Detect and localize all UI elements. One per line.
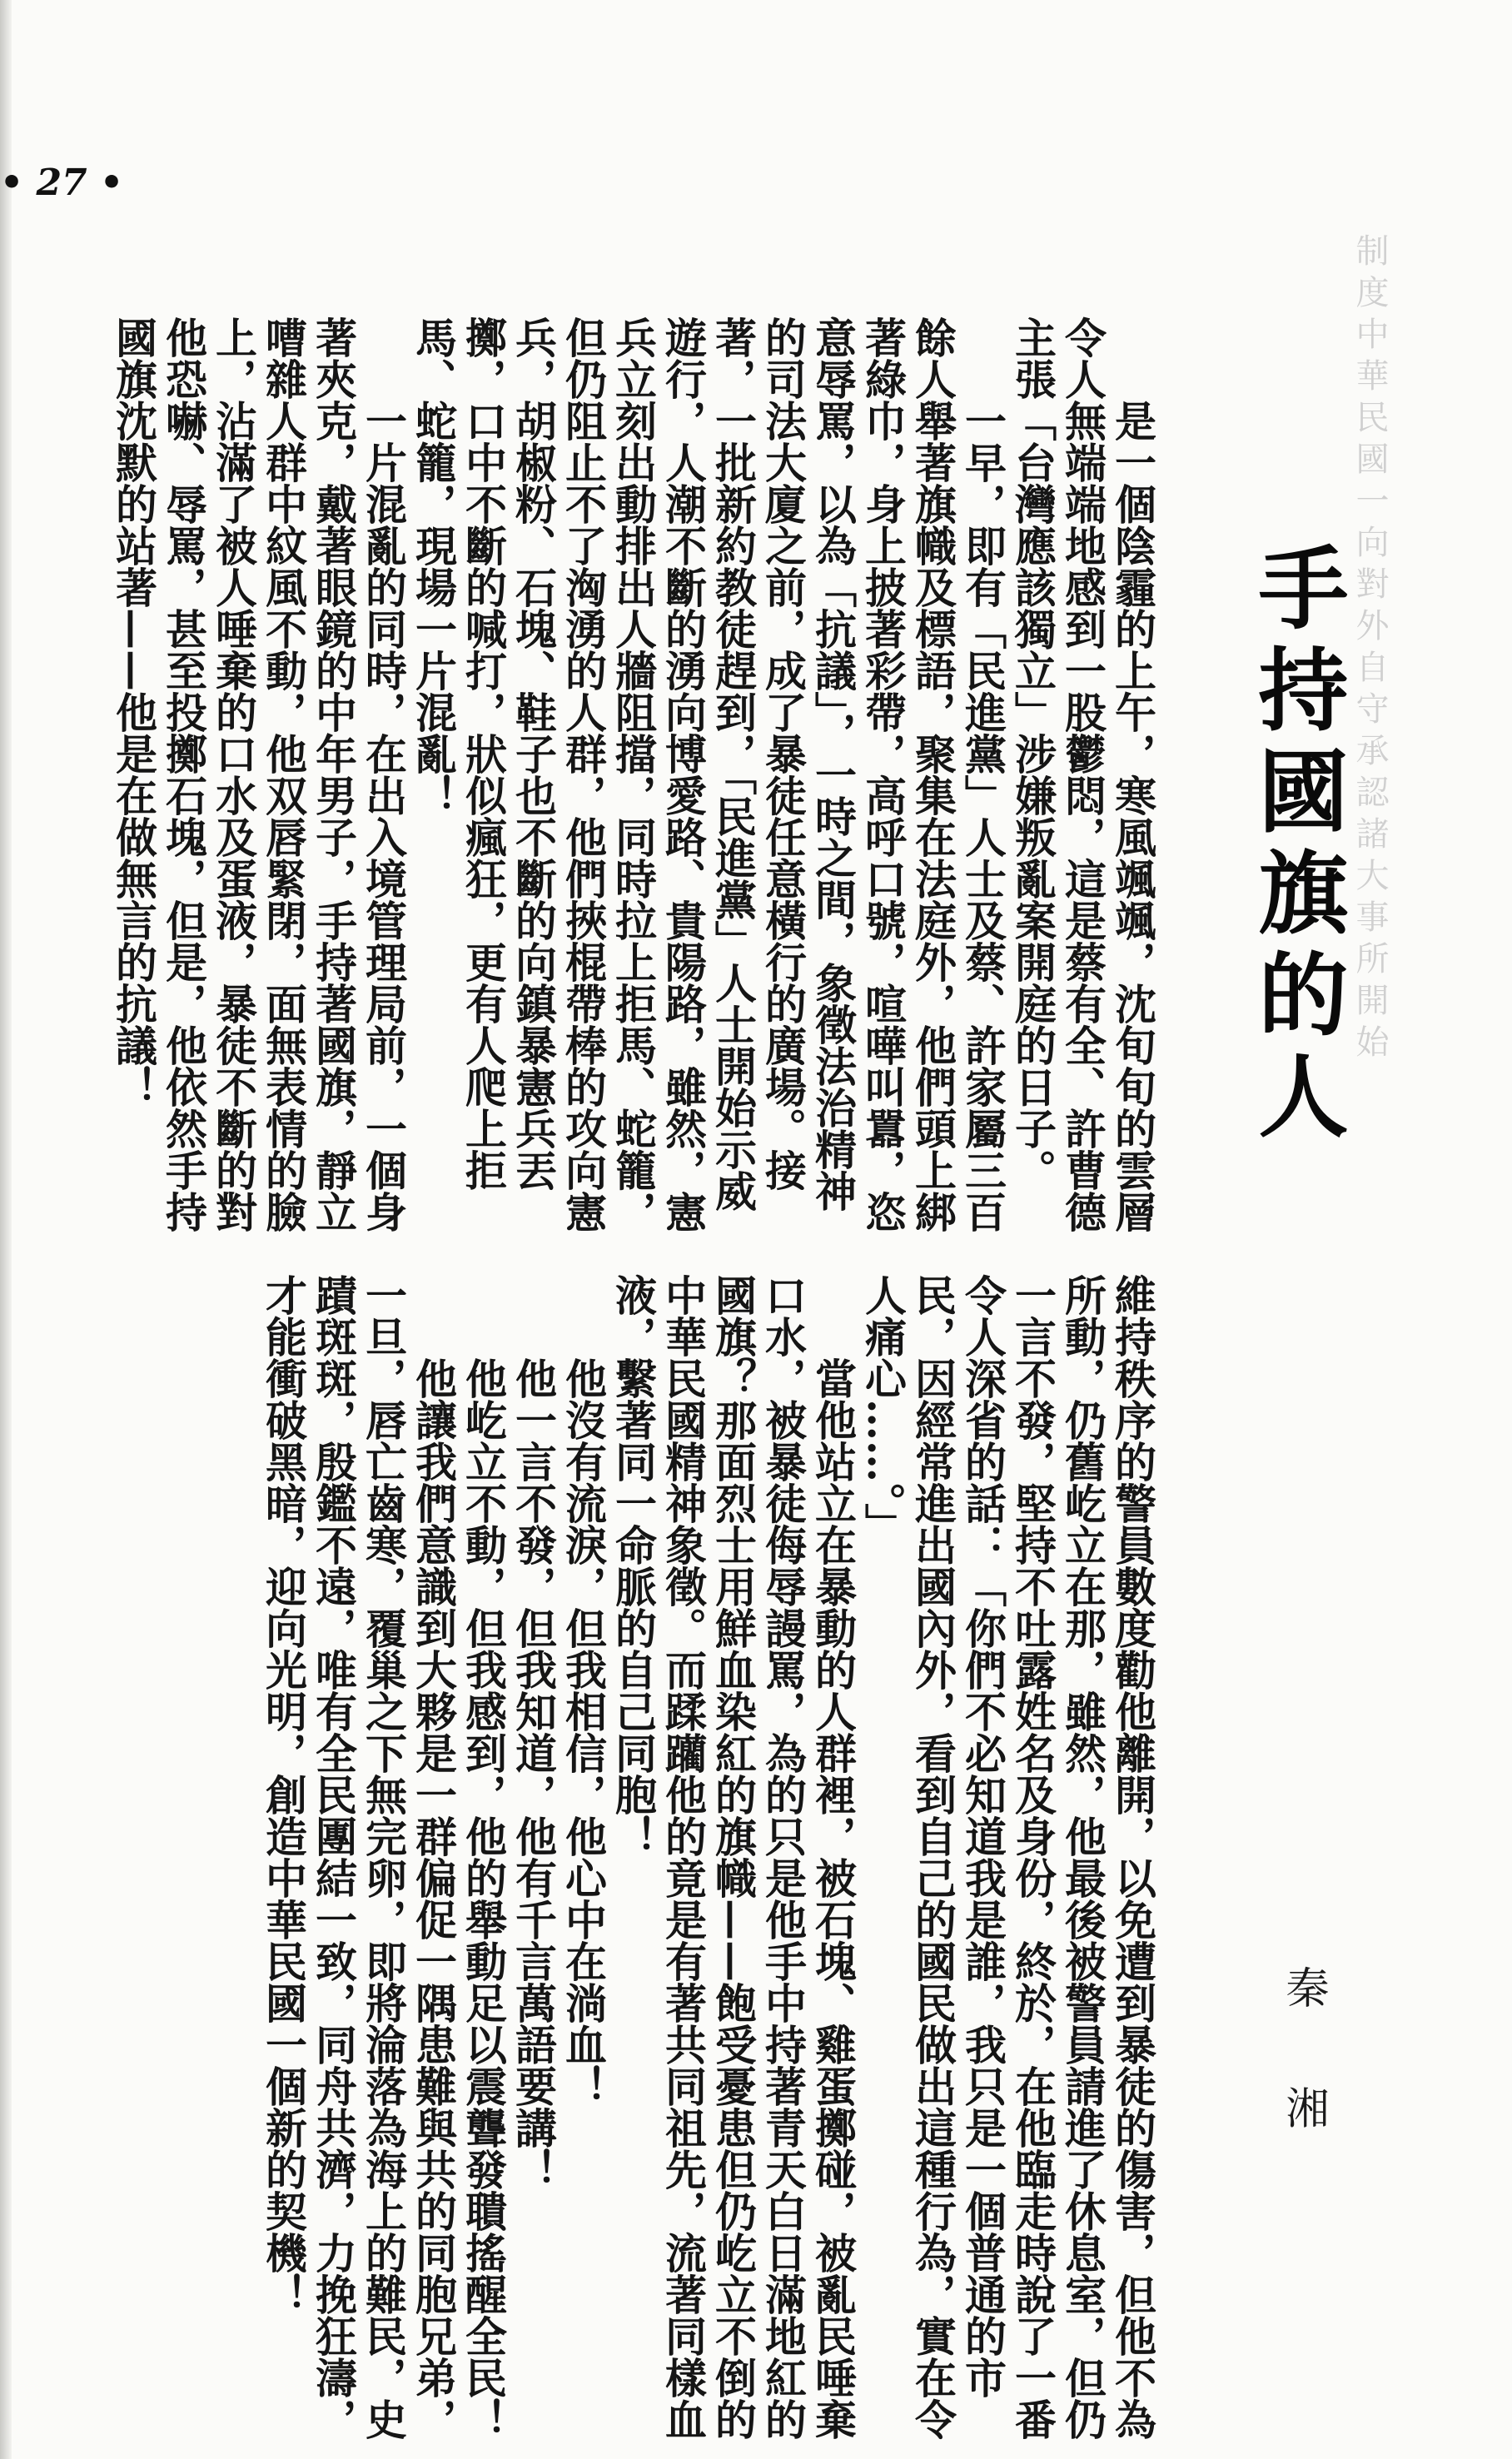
paragraph: 當他站立在暴動的人群裡，被石塊、雞蛋擲碰，被亂民唾棄口水，被暴徒侮辱謾罵，為的只是他手中持著青天白日滿地紅的國旗？那面烈士用鮮血染紅的旗幟——飽受憂患但仍屹立不倒的中華民國精神象徵。而蹂躪他的竟是有著共同祖先，流著同樣血液，繫著同一命脈的自己同胞！: [609, 1274, 858, 2440]
paragraph: 他一言不發，但我知道，他有千言萬語要講！: [509, 1357, 558, 2190]
article-author: 秦 湘: [1278, 1965, 1328, 2161]
page-number: • 27 •: [0, 162, 124, 204]
show-through-text: 制度中華民國一向對外自守承認諸大事所開始: [1350, 233, 1389, 1066]
lower-text-block: [0, 1274, 1157, 2440]
paragraph: 維持秩序的警員數度勸他離開，以免遭到暴徒的傷害，但他不為所動，仍舊屹立在那，雖然，他最後被警員請進了休息室，但仍一言不發，堅持不吐露姓名及身份，終於，在他臨走時說了一番令人深省的話：「你們不必知道我是誰，我只是一個普通的市民，因經常進出國內外，看到自己的國民做出這種行為，實在令人痛心……。」: [858, 1274, 1157, 2440]
paragraph: 是一個陰霾的上午，寒風颯颯，沈旬旬的雲層令人無端端地感到一股鬱悶，這是蔡有全、許曹德主張「台灣應該獨立」涉嫌叛亂案開庭的日子。: [1008, 316, 1157, 1232]
paragraph: 他屹立不動，但我感到，他的舉動足以震聾發聵搖醒全民！: [459, 1357, 508, 2440]
paragraph: 一片混亂的同時，在出入境管理局前，一個身著夾克，戴著眼鏡的中年男子，手持著國旗，靜立嘈雜人群中紋風不動，他双唇緊閉，面無表情的臉上，沾滿了被人唾棄的口水及蛋液，暴徒不斷的對他恐嚇、辱罵，甚至投擲石塊，但是，他依然手持國旗沈默的站著——他是在做無言的抗議！: [109, 316, 408, 1232]
paragraph: 他沒有流淚，但我相信，他心中在淌血！: [559, 1357, 608, 2107]
paragraph: 一早，即有「民進黨」人士及蔡、許家屬三百餘人舉著旗幟及標語，聚集在法庭外，他們頭上綁著綠巾，身上披著彩帶，高呼口號，喧嘩叫囂，恣意辱罵，以為「抗議」，一時之間，象徵法治精神的司法大廈之前，成了暴徒任意橫行的廣場。接著，一批新約教徒趕到，「民進黨」人士開始示威遊行，人潮不斷的湧向博愛路、貴陽路，雖然，憲兵立刻出動排出人牆阻擋，同時拉上拒馬、蛇籠，但仍阻止不了洶湧的人群，他們挾棍帶棒的攻向憲兵，胡椒粉、石塊、鞋子也不斷的向鎮暴憲兵丟擲，口中不斷的喊打，狀似瘋狂，更有人爬上拒馬、蛇籠，現場一片混亂！: [409, 316, 1007, 1232]
article-title: 手持國旗的人: [1243, 541, 1347, 1151]
upper-text-block: [0, 316, 1157, 1241]
paragraph: 他讓我們意識到大夥是一群偏促一隅患難與共的同胞兄弟，一旦，唇亡齒寒，覆巢之下無完卵，即將淪落為海上的難民，史蹟斑斑，殷鑑不遠，唯有全民團結一致，同舟共濟，力挽狂濤，才能衝破黑暗，迎向光明，創造中華民國一個新的契機！: [259, 1274, 458, 2440]
